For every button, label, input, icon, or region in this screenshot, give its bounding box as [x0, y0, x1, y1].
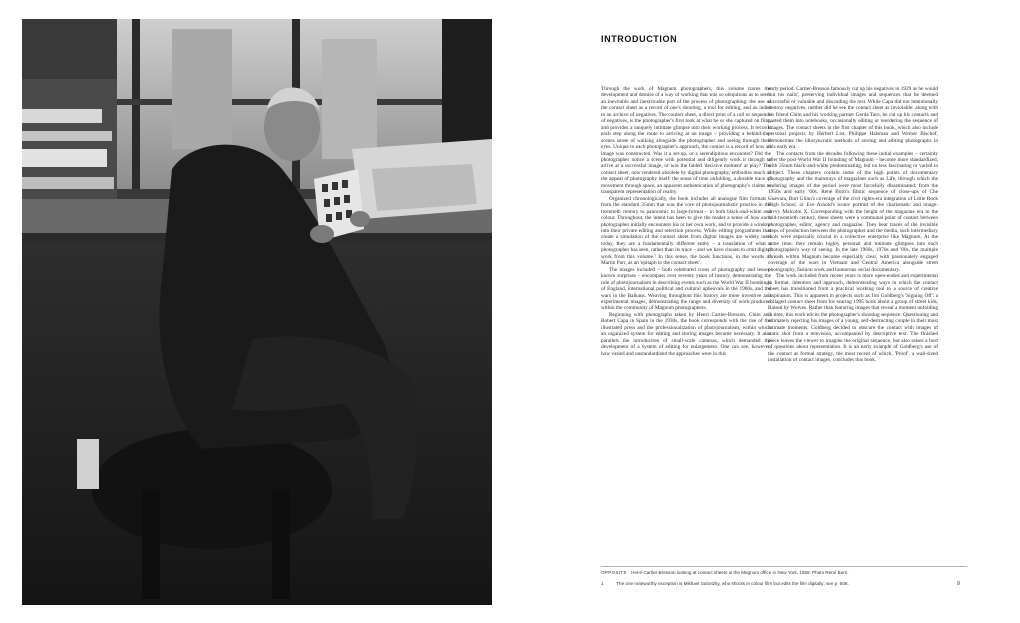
footnote-number: 1: [601, 581, 604, 586]
divider: [601, 566, 967, 567]
paragraph: Beginning with photographs taken by Henri Cartier-Bresson, Chim and Robert Capa in Spain in the 1930s, the book corresponds with the rise of the illustrated press and the professionalization of photojournalism, within which an organized system for editing and storing images became necessary. It also parallels the introduction of small-scale cameras, which demanded the development of a system of editing for enlargement. One can see, however, how varied and unstandardized the approaches were in this: [601, 311, 771, 357]
footnote: [601, 581, 849, 586]
paragraph: The work included from recent years is more open-ended and experimental in format, intention and approach, demonstrating ways in which the contact sheet has transitioned from a practical working tool to a source of creative inspiration. This is apparent in projects such as Jim Goldberg's 'Signing Off', a collaged contact sheet from his searing 1995 book about a group of street kids, Raised by Wolves. Rather than featuring images that reveal a moment unfolding in time, this work elicits the photographer's shooting sequence. Questioning and ultimately rejecting his images of a young, self-destructing couple in their most intimate moments, Goldberg decided to obscure the contact with images of static shot from a television, accompanied by descriptive text. The finished piece leaves the viewer to imagine the original sequence, but also raises a host of questions about representation. It is an early example of Goldberg's use of the contact as formal strategy, the most recent of which, 'Proof', a wall-sized installation of contact images, concludes this book.: [768, 273, 938, 364]
paragraph: early period. Cartier-Bresson famously cut up his negatives in 1929 as he would 'cut his nails', preserving individual images and sequences that he deemed successful or valuable and discarding the rest. While Capa did not intentionally destroy negatives, neither did he see the contact sheet as inviolable: along with his friend Chim and his working partner Gerda Taro, he cut up his contacts and pasted them into notebooks, occasionally editing or reordering the sequence of images. The contact sheets in the first chapter of this book, which also include personal projects by Herbert List, Philippe Halsman and Werner Bischof, demonstrate the idiosyncratic methods of storing and editing photographs in this early era.: [768, 86, 938, 151]
paragraph: Organized chronologically, the book includes all analogue film formats – from the standard 35mm that was the core of photojournalistic practice in the twentieth century to panoramic to large-format – in both black-and-white and colour. Throughout, the intent has been to give the reader a sense of how each photographer initially encounters his or her own work, and to provide a window into their private editing and selection process. While editing programmes that create a simulation of the contact sheet from digital images are widely used today, they are a fundamentally different entity – a translation of what a photographer has seen, rather than its trace – and we have chosen to omit digital work from this volume.¹ In this sense, the book functions, in the words of Martin Parr, as an 'epitaph to the contact sheet'.: [601, 195, 771, 267]
page-number: 9: [957, 581, 960, 587]
caption-text: Henri Cartier-Bresson looking at contact sheets in the Magnum office in New York, 1959. Photo René Burri.: [631, 570, 849, 575]
photo-caption: [601, 570, 849, 575]
footnote-text: The one noteworthy exception is Mikhael Subotzky, who shoots in colour film but edits the film digitally; see p. 508.: [616, 581, 849, 586]
paragraph: Through the work of Magnum photographers, this volume traces the development and demise of a way of working that was so ubiquitous as to seem an inevitable and inextricable part of the process of photographing: the use of the contact sheet as a record of one's shooting, a tool for editing, and an index to an archive of negatives. The contact sheet, a direct print of a roll or sequence of negatives, is the photographer's first look at what he or she captured on film, and provides a uniquely intimate glimpse into their working process. It records each step along the route to arriving at an image – providing a behind-the-scenes sense of walking alongside the photographer and seeing through their eyes. Unique to each photographer's approach, the contact is a record of how an image was constructed. Was it a set-up, or a serendipitous encounter? Did the photographer notice a scene with potential and diligently work it through to arrive at a successful image, or was the fabled 'decisive moment' at play? The contact sheet, now rendered obsolete by digital photography, embodies much of the appeal of photography itself: the sense of time unfolding, a durable trace of movement through space, an apparent authentication of photography's claims to transparent representation of reality.: [601, 86, 771, 196]
caption-label: OPPOSITE: [601, 570, 627, 575]
text-column-left: [601, 86, 771, 357]
text-column-right: [768, 86, 938, 363]
photo-man-reading-contact-sheet: [22, 19, 492, 605]
section-heading: INTRODUCTION: [601, 34, 678, 44]
paragraph: The contacts from the decades following these initial examples – certainly after the post-World War II founding of Magnum – become more standardized, with 35mm black-and-white predominating, but no less fascinating or varied in subject. These chapters contain some of the high points of documentary photography and the mainstays of magazines such as Life, through which the enduring images of the period were most forcefully disseminated: from the 1950s and early '60s, René Burri's filmic sequence of close-ups of Che Guevara, Burt Glinn's coverage of the civil rights-era integration of Little Rock High School, or Eve Arnold's iconic portrait of the charismatic and image-savvy Malcolm X. Corresponding with the height of the magazine era in the mid-twentieth century, these sheets were a communal point of contact between photographer, editor, agency and magazine. They bear traces of the invisible steps of production between the photographer and the media, such intermediary tools were especially crucial in a collective enterprise like Magnum. At the same time, they remain highly personal and intimate glimpses into each photographer's way of seeing. In the late 1960s, 1970s and '80s, the multiple threads within Magnum become especially clear, with passionately engaged coverage of the wars in Vietnam and Central America alongside street photography, fashion work and humorous social documentary.: [768, 150, 938, 273]
paragraph: The images included – both celebrated icons of photography and lesser-known surprises – encompass over seventy years of history, demonstrating the role of photojournalism in describing events such as the World War II bombings of England, international political and cultural upheavals in the 1960s, and the wars in the Balkans. Weaving throughout this history are more inventive and experimental images, demonstrating the range and diversity of work produced within the community of Magnum photographers.: [601, 266, 771, 312]
